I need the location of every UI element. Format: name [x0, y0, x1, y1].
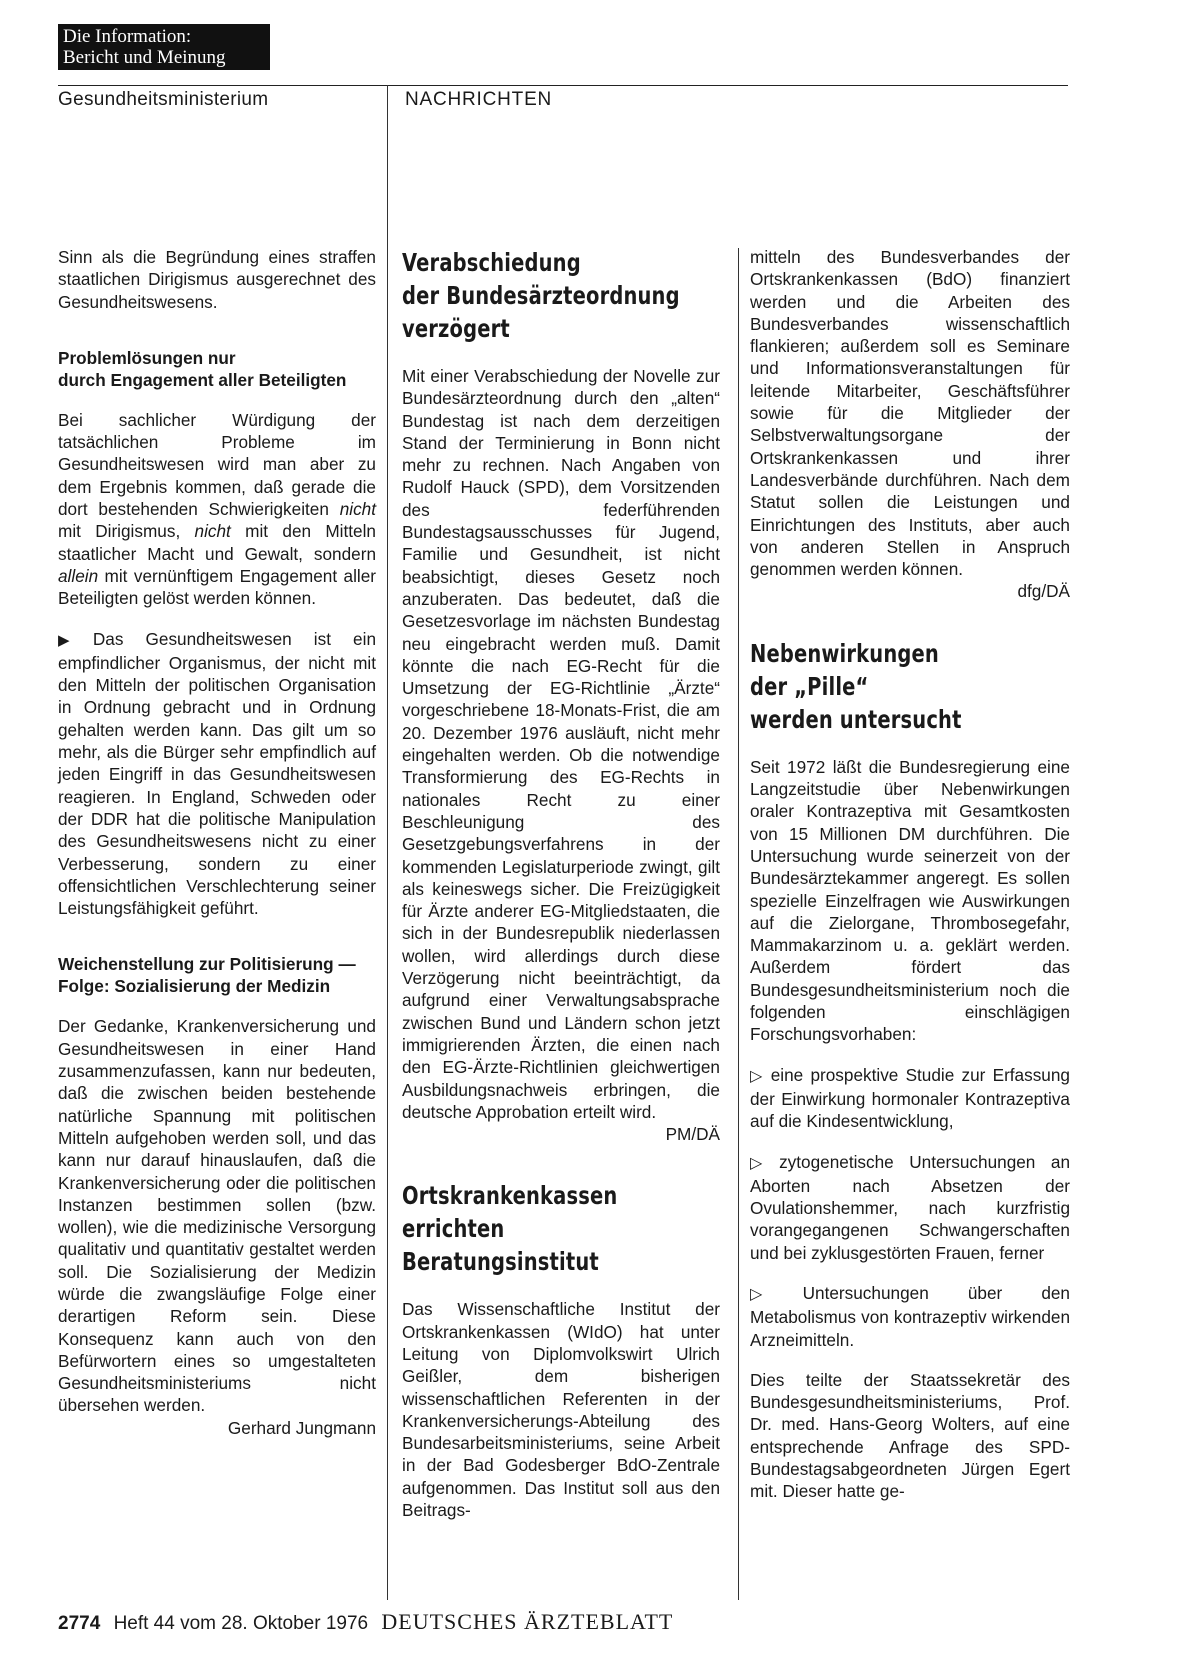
paragraph: Mit einer Verabschiedung der Novelle zur Bundesärzteordnung durch den „alten“ Bundestag ist nach dem derzeitigen Stand der Terminierung in Bonn nicht mehr zu rechnen. Nach Angaben von Rudolf Hauck (SPD), dem Vorsitzenden des federführenden Bundestagsausschusses für Jugend, Familie und Gesundheit, ist nicht beabsichtigt, dieses Gesetz noch anzuberaten. Das bedeutet, daß die Gesetzesvorlage im nächsten Bundestag neu eingebracht werden muß. Damit könnte die nach EG-Recht für die Umsetzung der EG-Richtlinie „Ärzte“ vorgeschriebene 18-Monats-Frist, die am 20. Dezember 1976 ausläuft, nicht mehr eingehalten werden. Ob die notwendige Transformierung des EG-Rechts in nationales Recht zu einer Beschleunigung des Gesetzgebungsverfahrens in der kommenden Legislaturperiode zwingt, gilt als keineswegs sicher. Die Freizügigkeit für Ärzte anderer EG-Mitgliedstaaten, die sich in der Bundesrepublik niederlassen wollen, wird allerdings durch diese Verzögerung nicht beeinträchtigt, da aufgrund einer Verwaltungsabsprache zwischen Bund und Ländern schon jetzt immigrierenden Ärzten, die einen nach den EG-Ärzte-Richtlinien gleichwertigen Ausbildungsnachweis erbringen, die deutsche Approbation erteilt wird.	[402, 366, 720, 1122]
emphasis: nicht	[194, 521, 231, 542]
text-run: eine prospektive Studie zur Erfassung der Einwirkung hormonaler Kontrazeptiva auf die Kindesentwicklung,	[750, 1064, 1070, 1132]
headline-nebenwirkungen	[750, 637, 1069, 736]
signature: PM/DÄ	[665, 1124, 720, 1145]
headline-line: Beratungsinstitut	[402, 1247, 599, 1277]
page-number: 2774	[58, 1613, 101, 1634]
text-run: mit vernünftigem Engagement aller Beteiligten gelöst werden können.	[58, 565, 376, 609]
paragraph: mitteln des Bundesverbandes der Ortskrankenkassen (BdO) finanziert werden und die Arbeiten des Bundesverbandes wissenschaftlich flankieren; außerdem soll es Seminare und Informationsveranstaltungen für leitende Mitarbeiter, Geschäftsführer sowie für die Mitglieder der Selbstverwaltungsorgane der Ortskrankenkassen und ihrer Landesverbände durchführen. Nach dem Statut sollen die Leistungen und Einrichtungen des Instituts, aber auch von anderen Stellen in Anspruch genommen werden können.	[750, 247, 1070, 580]
triangle-right-icon: ▷	[750, 1285, 797, 1303]
text-run: mit den Mitteln staatlicher Macht und Gewalt, sondern	[58, 521, 376, 564]
list-item	[750, 1282, 1070, 1351]
paragraph: Das Wissenschaftliche Institut der Ortskrankenkassen (WIdO) hat unter Leitung von Diplomvolkswirt Ulrich Geißler, dem bisherigen wissenschaftlichen Referenten in der Krankenversicherungs-Abteilung des Bundesarbeitsministeriums, seine Arbeit in der Bad Godesberger BdO-Zentrale aufgenommen. Das Institut soll aus den Beitrags-	[402, 1299, 720, 1521]
list-item	[750, 1064, 1070, 1133]
text-run: Das Gesundheitswesen ist ein empfindlicher Organismus, der nicht mit den Mitteln der politischen Organisation in Ordnung gebracht und in Ordnung gehalten werden kann. Das gilt um so mehr, als die Bürger sehr empfindlich auf jeden Eingriff in das Gesundheitswesen reagieren. In England, Schweden oder der DDR hat die politische Manipulation des Gesundheitswesens nicht zu einer Verbesserung, sondern zu einer offensichtlichen Verschlechterung seiner Leistungsfähigkeit geführt.	[58, 628, 376, 919]
paragraph	[58, 409, 376, 610]
triangle-right-icon: ▷	[750, 1067, 765, 1085]
list-item	[750, 1151, 1070, 1264]
headline-bundesaerzteordnung	[402, 246, 719, 345]
author: Gerhard Jungmann	[227, 1417, 376, 1438]
paragraph: Seit 1972 läßt die Bundesregierung eine Langzeitstudie über Nebenwirkungen oraler Kontrazeptiva mit Gesamtkosten von 15 Millionen DM durchführen. Die Untersuchung wurde seinerzeit von der Bundesärztekammer angeregt. Es sollen spezielle Einzelfragen wie Auswirkungen auf die Zielorgane, Thrombosegefahr, Mammakarzinom u. a. geklärt werden. Außerdem fördert das Bundesgesundheitsministerium noch die folgenden einschlägigen Forschungsvorhaben:	[750, 756, 1070, 1045]
headline-line: Nebenwirkungen	[750, 638, 939, 668]
column-divider-1	[387, 85, 388, 1600]
emphasis: allein	[58, 565, 99, 586]
subheading-line: Weichenstellung zur Politisierung —	[58, 954, 356, 975]
masthead	[58, 24, 270, 70]
column-2	[402, 246, 720, 1521]
subheading-line: Folge: Sozialisierung der Medizin	[58, 976, 331, 997]
headline-line: werden untersucht	[750, 704, 962, 734]
column-3	[750, 246, 1070, 1503]
column-1	[58, 246, 376, 1439]
text-run: zytogenetische Untersuchungen an Aborten nach Absetzen der Ovulationshemmer, nach kurzfristig vorangegangenen Schwangerschaften und bei zyklusgestörten Frauen, ferner	[750, 1151, 1071, 1263]
headline-line: Ortskrankenkassen	[402, 1181, 618, 1211]
text-run: Bei sachlicher Würdigung der tatsächlichen Probleme im Gesundheitswesen wird man aber zu dem Ergebnis kommen, daß gerade die dort bestehenden Schwierigkeiten	[58, 409, 376, 520]
triangle-right-icon: ▷	[750, 1154, 774, 1172]
headline-ortskrankenkassen	[402, 1179, 719, 1278]
headline-line: der Bundesärzteordnung	[402, 281, 680, 310]
section-label-right: NACHRICHTEN	[405, 89, 553, 110]
masthead-line-1: Die Information:	[63, 26, 192, 47]
paragraph: Der Gedanke, Krankenversicherung und Gesundheitswesen in einer Hand zusammenzufassen, kann nur bedeuten, daß die zwischen beiden bestehende natürliche Spannung mit politischen Mitteln aufgehoben werden soll, und das kann nur darauf hinauslaufen, daß die Krankenversicherung oder die politischen Instanzen bestimmen sollen (bzw. wollen), wie die medizinische Versorgung qualitativ und quantitativ gestaltet werden soll. Die Sozialisierung der Medizin würde die zwangsläufige Folge einer derartigen Reform sein. Diese Konsequenz kann auch von den Befürwortern eines so umgestalteten Gesundheitsministeriums nicht übersehen werden.	[58, 1016, 376, 1416]
subheading-weichenstellung	[58, 953, 376, 997]
page-footer	[58, 1609, 673, 1635]
headline-line: der „Pille“	[750, 671, 869, 701]
emphasis: nicht	[339, 499, 376, 520]
subheading-line: durch Engagement aller Beteiligten	[58, 369, 347, 390]
paragraph: Dies teilte der Staatssekretär des Bundesgesundheitsministeriums, Prof. Dr. med. Hans-Georg Wolters, auf eine entsprechende Anfrage des SPD-Bundestagsabgeordneten Jürgen Egert mit. Dieser hatte ge-	[750, 1369, 1070, 1502]
signature: dfg/DÄ	[1017, 581, 1070, 602]
subheading-problemloesungen	[58, 347, 376, 391]
arrow-right-icon: ▶	[58, 631, 87, 649]
paragraph: Sinn als die Begründung eines straffen staatlichen Dirigismus ausgerechnet des Gesundheitswesens.	[58, 247, 376, 312]
text-run: Untersuchungen über den Metabolismus von kontrazeptiv wirkenden Arzneimitteln.	[750, 1282, 1070, 1350]
headline-line: errichten	[402, 1214, 505, 1244]
publication-name: DEUTSCHES ÄRZTEBLATT	[381, 1609, 674, 1634]
text-run: mit Dirigismus,	[58, 521, 195, 542]
headline-line: verzögert	[402, 314, 510, 343]
masthead-line-2: Bericht und Meinung	[63, 47, 226, 68]
paragraph	[58, 628, 376, 920]
section-label-left: Gesundheitsministerium	[58, 89, 269, 110]
subheading-line: Problemlösungen nur	[58, 347, 236, 368]
issue-info: Heft 44 vom 28. Oktober 1976	[113, 1613, 369, 1634]
headline-line: Verabschiedung	[402, 248, 581, 277]
column-divider-2	[738, 248, 739, 1600]
top-rule	[58, 85, 1068, 86]
